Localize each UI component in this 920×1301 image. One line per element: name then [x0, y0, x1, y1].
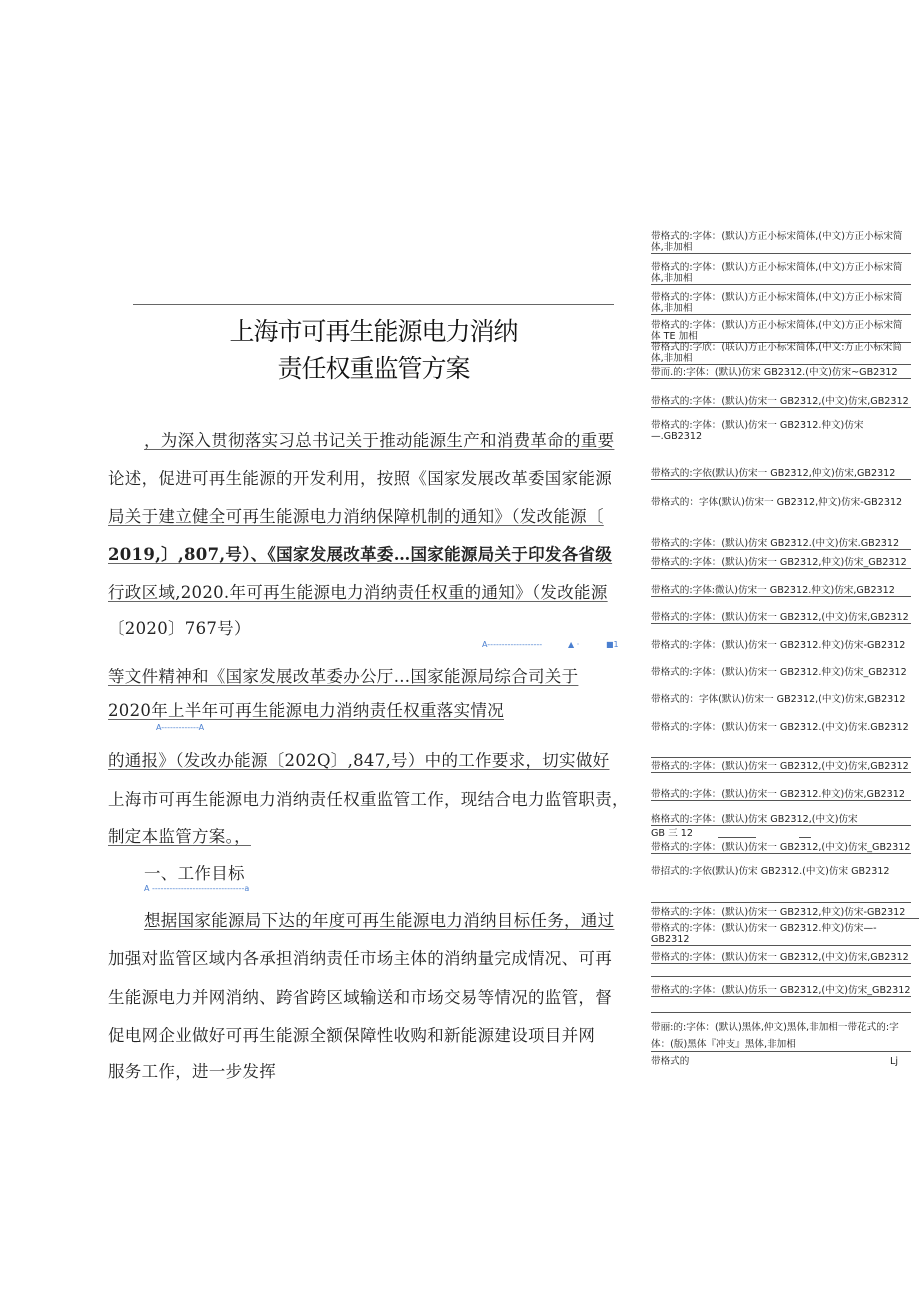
- format-note: 带格式的:字体:微认)仿宋一 GB2312.仲文)仿宋,GB2312: [651, 585, 911, 597]
- body-line-text: 想据国家能源局下达的年度可再生能源电力消纳目标任务，通过: [144, 911, 615, 930]
- format-note: 带格式的:字体：(默认)方正小标宋简体,(中文)方正小标宋简体 TE 加相: [651, 320, 911, 343]
- page-title-line1: 上海市可再生能源电力消纳: [229, 317, 518, 346]
- page-title-line2: 责任权重监管方案: [277, 354, 470, 383]
- format-note: 带格式的:字体：(默认)仿宋一 GB2312,(中文)仿宋,GB2312: [651, 952, 911, 964]
- format-note: 带丽:的:字体：(默认)黑体,仲文)黑体,非加相一带花式的:字体：(版)黑体『冲支』黑体,非加相: [651, 1022, 899, 1050]
- body-line-10: 上海市可再生能源电力消纳责任权重监管工作，现结合电力监管职责，: [108, 790, 629, 809]
- format-note: 带格式的:字体：(默认)仿宋一 GB2312,(中文)仿宋,GB2312: [651, 612, 911, 624]
- body-line-4: [108, 541, 612, 565]
- format-note: Lj: [890, 1056, 899, 1067]
- format-note: 格格式的:字体：(默认)仿宋 GB2312,(中文)仿宋: [651, 814, 911, 826]
- format-note: 带格式的:字欣：(联认)方正小标宋简体,(中文:方正小标宋简体,非加相: [651, 342, 911, 365]
- format-note: 带格式的:字体：(默认)仿宋一 GB2312,(中文)仿宋,GB2312: [651, 396, 911, 408]
- note-divider: [651, 757, 911, 758]
- format-note: 带而.的:字体：(默认)仿宋 GB2312.(中文)仿宋~GB2312: [651, 367, 911, 379]
- revision-mark: A --------------------------------a: [144, 884, 250, 893]
- section-heading: 一、工作目标: [144, 864, 245, 883]
- format-note: 带格式的:字体：(默认)方正小标宋简体,(中文)方正小标宋简体,非加相: [651, 262, 911, 285]
- note-divider: [651, 902, 911, 903]
- body-line-text: 行政区域,2020.年可再生能源电力消纳责任权重的通知》（发改能源: [108, 583, 608, 602]
- format-note: 带格式的:字体：(默认)仿宋一 GB2312,(中文)仿宋_GB2312: [651, 842, 911, 853]
- format-note: 带格式的:字体：(默认)仿宋一 GB2312,仲文)仿宋_GB2312: [651, 557, 911, 569]
- body-line-5: [108, 579, 608, 603]
- body-line-15: 生能源电力并网消纳、跨省跨区域输送和市场交易等情况的监管，督: [108, 988, 612, 1007]
- body-line-13: [144, 907, 614, 931]
- format-note: 带招式的:字依(默认)仿宋 GB2312.(中文)仿宋 GB2312: [651, 866, 890, 877]
- body-line-14: 加强对监管区域内各承担消纳责任市场主体的消纳量完成情况、可再: [108, 949, 612, 968]
- format-note: 带格式的:字体：(默认)仿宋一 GB2312.仲文)仿宋,GB2312: [651, 789, 911, 801]
- body-line-text: 制定本监管方案。，: [108, 827, 251, 846]
- body-line-11: [108, 823, 251, 847]
- revision-mark: ▲ ·: [568, 640, 580, 649]
- body-line-text: 2019,〕,807,号）、《国家发展改革委…国家能源局关于印发各省级: [108, 545, 613, 564]
- format-note: 带格式的:字体：(默认)仿宋一 GB2312,仲文)仿宋-GB2312: [651, 907, 919, 919]
- note-divider: [651, 1012, 911, 1013]
- body-line-9: [108, 747, 609, 771]
- body-line-6: 〔2020〕767号）: [108, 619, 251, 638]
- format-note: 带格式的:字体：(默认)仿宋一 GB2312.仲文)仿宋-GB2312: [651, 640, 906, 651]
- format-note: 带格式的:字体：(默认)仿宋一 GB2312.仲文)仿宋_GB2312: [651, 667, 907, 678]
- body-line-2: 论述，促进可再生能源的开发利用，按照《国家发展改革委国家能源: [108, 469, 612, 488]
- body-line-16: 促电网企业做好可再生能源全额保障性收购和新能源建设项目并网: [108, 1026, 596, 1045]
- format-note: 带格式的:字体：(默认)仿宋一 GB2312,(中文)仿宋,GB2312: [651, 761, 911, 773]
- format-note: 带格式的:字体：(默认)仿宋一 GB2312.仲文)仿宋—.GB2312: [651, 420, 864, 442]
- body-line-7: [108, 663, 578, 687]
- format-note: 带格式的:字体：(默认)仿宋一 GB2312.仲文)仿宋—-GB2312: [651, 923, 911, 946]
- format-note: GB 三 12: [651, 828, 693, 839]
- format-note: 带格式的:字体：(默认)方正小标宋简体,(中文)方正小标宋简体,非加相: [651, 292, 911, 315]
- format-note: 带格式的：字体(默认)仿宋一 GB2312,(中文)仿宋,GB2312: [651, 694, 906, 705]
- note-divider: [651, 976, 911, 977]
- revision-mark: A-------------------: [482, 640, 543, 649]
- format-note: 带格式的:字体：(默认)方正小标宋简体,(中文)方正小标宋简体,非加相: [651, 231, 911, 254]
- body-line-text: 等文件精神和《国家发展改革委办公厅…国家能源局综合司关于: [108, 667, 579, 686]
- format-note: 带格式的:字体：(默认)仿宋 GB2312.(中文)仿宋.GB2312: [651, 538, 911, 550]
- body-line-text: 的通报》（发改办能源〔202Q〕,847,号）中的工作要求，切实做好: [108, 751, 610, 770]
- format-note: 带格式的: [651, 1056, 690, 1067]
- revision-mark: ■1: [606, 640, 619, 649]
- body-line-17: 服务工作，进一步发挥: [108, 1062, 276, 1081]
- body-line-8: [108, 697, 504, 721]
- body-line-text: 局关于建立健全可再生能源电力消纳保障机制的通知》（发改能源〔: [108, 507, 604, 526]
- revision-mark: A-------------A: [156, 723, 205, 732]
- body-line-text: 2020年上半年可再生能源电力消纳责任权重落实情况: [108, 701, 504, 720]
- format-note: 带格式的：字体(默认)仿宋一 GB2312,仲文)仿宋-GB2312: [651, 497, 903, 508]
- note-divider: [718, 837, 756, 838]
- format-note: 带格式的:字依(默认)仿宋一 GB2312,仲文)仿宋,GB2312: [651, 468, 911, 480]
- body-line-1: [144, 427, 614, 451]
- format-note: 带格式的:字体：(默认)仿宋一 GB2312.(中文)仿宋.GB2312: [651, 722, 909, 733]
- format-note: 带格式的:字体：(默认)仿乐一 GB2312,(中文)仿宋_GB2312: [651, 985, 911, 996]
- header-rule: [133, 304, 614, 305]
- note-divider: [651, 1051, 911, 1052]
- note-divider: [799, 837, 811, 838]
- body-line-3: [108, 503, 604, 527]
- body-line-text: ，为深入贯彻落实习总书记关于推动能源生产和消费革命的重要: [144, 431, 615, 450]
